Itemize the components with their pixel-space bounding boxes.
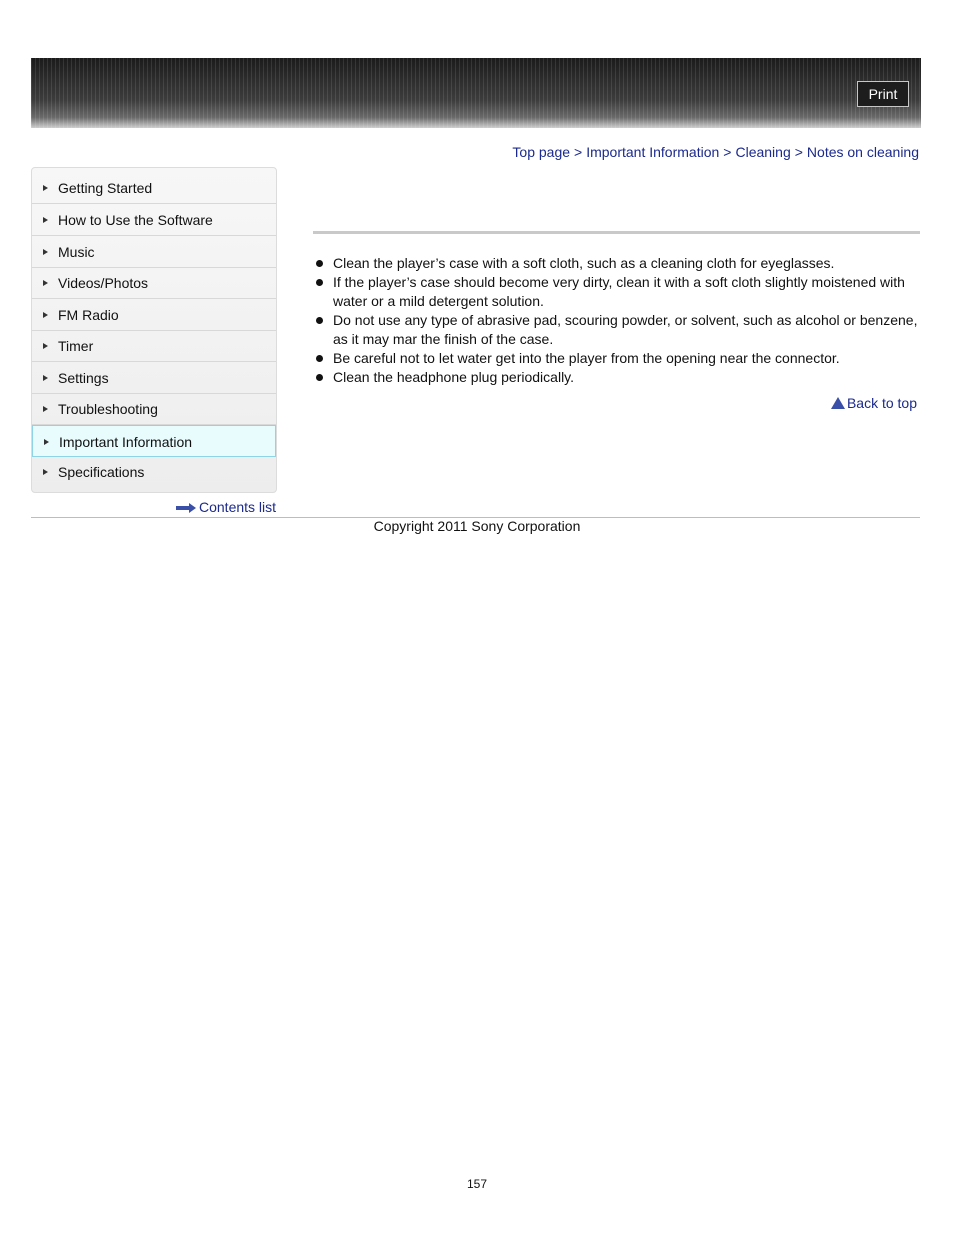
caret-right-icon	[43, 375, 48, 381]
triangle-up-icon	[831, 397, 845, 409]
content-divider	[313, 231, 920, 234]
sidebar-item-important-information[interactable]	[32, 425, 276, 457]
sidebar-item-settings[interactable]	[32, 362, 276, 394]
back-to-top-link[interactable]	[831, 395, 917, 411]
breadcrumb-separator: >	[794, 144, 803, 160]
list-item: Clean the headphone plug periodically.	[313, 368, 918, 387]
sidebar-item-label: Videos/Photos	[58, 275, 149, 291]
breadcrumb-notes-on-cleaning[interactable]: Notes on cleaning	[806, 144, 919, 160]
cleaning-notes-list	[313, 254, 918, 387]
list-item: Clean the player’s case with a soft cloth, such as a cleaning cloth for eyeglasses.	[313, 254, 918, 273]
sidebar-item-label: Timer	[58, 338, 94, 354]
caret-right-icon	[43, 406, 48, 412]
sidebar-item-label: Troubleshooting	[58, 401, 158, 417]
caret-right-icon	[44, 439, 49, 445]
sidebar-item-fm-radio[interactable]	[32, 299, 276, 331]
bullet-icon	[316, 279, 323, 286]
sidebar-item-music[interactable]	[32, 236, 276, 268]
breadcrumb-separator: >	[574, 144, 583, 160]
sidebar-item-troubleshooting[interactable]	[32, 393, 276, 425]
caret-right-icon	[43, 469, 48, 475]
sidebar-item-how-to-use-the-software[interactable]	[32, 204, 276, 236]
arrow-right-icon	[176, 504, 196, 512]
breadcrumb-cleaning[interactable]: Cleaning	[735, 144, 791, 160]
list-item: If the player’s case should become very dirty, clean it with a soft cloth slightly moistened with water or a mild detergent solution.	[313, 273, 918, 311]
caret-right-icon	[43, 312, 48, 318]
caret-right-icon	[43, 280, 48, 286]
bullet-icon	[316, 374, 323, 381]
bullet-icon	[316, 355, 323, 362]
list-item: Do not use any type of abrasive pad, scouring powder, or solvent, such as alcohol or benzene, as it may mar the finish of the case.	[313, 311, 918, 349]
list-item: Be careful not to let water get into the player from the opening near the connector.	[313, 349, 918, 368]
contents-list-label: Contents list	[199, 499, 277, 515]
bullet-icon	[316, 260, 323, 267]
sidebar-item-label: How to Use the Software	[58, 212, 213, 228]
caret-right-icon	[43, 249, 48, 255]
sidebar-item-getting-started[interactable]	[32, 172, 276, 204]
page-number: 157	[466, 1177, 488, 1191]
caret-right-icon	[43, 343, 48, 349]
sidebar-item-label: FM Radio	[58, 307, 119, 323]
breadcrumb-separator: >	[723, 144, 732, 160]
caret-right-icon	[43, 185, 48, 191]
sidebar-item-label: Getting Started	[58, 180, 153, 196]
sidebar-item-specifications[interactable]	[32, 456, 276, 488]
caret-right-icon	[43, 217, 48, 223]
sidebar-item-label: Settings	[58, 370, 109, 386]
breadcrumb-top-page[interactable]: Top page	[512, 144, 571, 160]
print-button[interactable]: Print	[857, 81, 909, 107]
sidebar-item-videos-photos[interactable]	[32, 267, 276, 299]
sidebar-item-label: Important Information	[59, 434, 193, 450]
breadcrumb	[512, 144, 919, 160]
sidebar-nav	[31, 167, 277, 493]
sidebar-item-label: Music	[58, 244, 95, 260]
back-to-top-label: Back to top	[846, 395, 917, 411]
contents-list-link[interactable]	[176, 499, 276, 515]
copyright-text: Copyright 2011 Sony Corporation	[373, 518, 581, 534]
breadcrumb-important-information[interactable]: Important Information	[586, 144, 720, 160]
header-banner	[31, 58, 921, 128]
bullet-icon	[316, 317, 323, 324]
sidebar-item-label: Specifications	[58, 464, 145, 480]
sidebar-item-timer[interactable]	[32, 330, 276, 362]
